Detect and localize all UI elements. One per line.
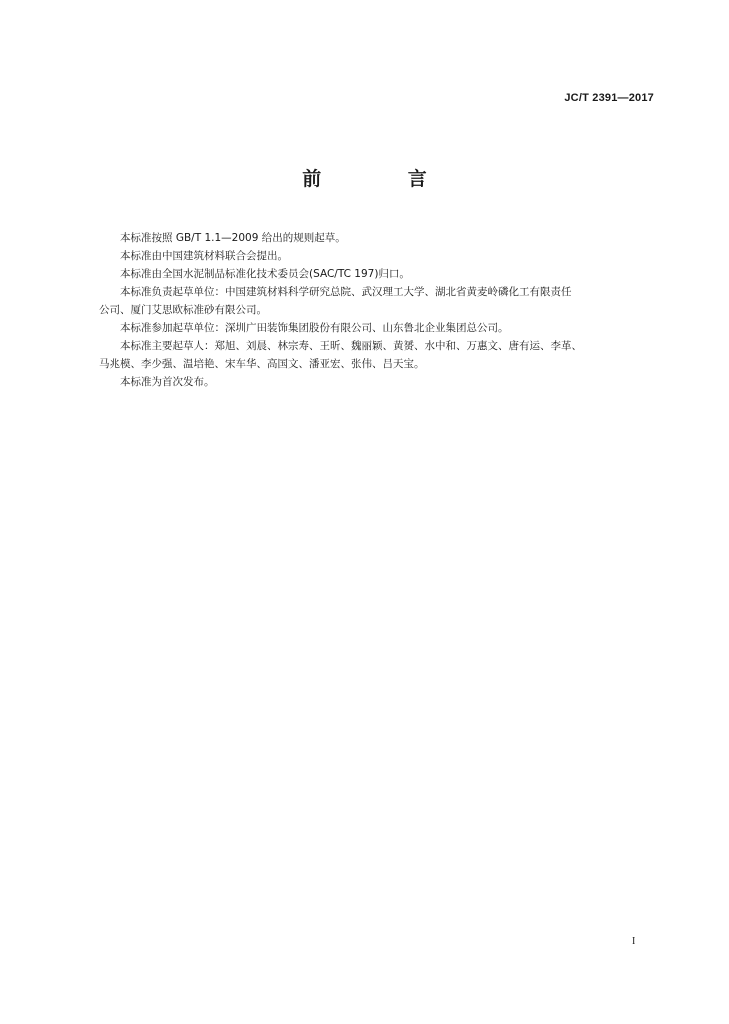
paragraph-line: 本标准参加起草单位：深圳广田装饰集团股份有限公司、山东鲁北企业集团总公司。 [120, 322, 509, 334]
paragraph-line: 公司、厦门艾思欧标准砂有限公司。 [99, 304, 267, 316]
page-number: I [632, 936, 636, 947]
paragraph-lead-drafters [99, 283, 659, 319]
paragraph-line: 本标准按照 GB/T 1.1—2009 给出的规则起草。 [120, 232, 346, 244]
paragraph-drafting-rules [99, 229, 659, 247]
standard-code: JC/T 2391—2017 [564, 92, 654, 104]
page-title: 前 言 [302, 168, 467, 190]
paragraph-first-release [99, 373, 659, 391]
paragraph-proposed-by [99, 247, 659, 265]
paragraph-line: 马兆模、李少强、温培艳、宋车华、高国文、潘亚宏、张伟、吕天宝。 [99, 358, 425, 370]
paragraph-jurisdiction [99, 265, 659, 283]
foreword-body [99, 229, 659, 391]
paragraph-line: 本标准主要起草人：郑旭、刘晨、林宗寿、王昕、魏丽颖、黄赟、水中和、万惠文、唐有运、李革、 [120, 340, 582, 352]
paragraph-line: 本标准负责起草单位：中国建筑材料科学研究总院、武汉理工大学、湖北省黄麦岭磷化工有限责任 [120, 286, 572, 298]
paragraph-line: 本标准由全国水泥制品标准化技术委员会(SAC/TC 197)归口。 [120, 268, 410, 280]
paragraph-participating-drafters [99, 319, 659, 337]
paragraph-line: 本标准由中国建筑材料联合会提出。 [120, 250, 288, 262]
paragraph-main-authors [99, 337, 659, 373]
paragraph-line: 本标准为首次发布。 [120, 376, 215, 388]
